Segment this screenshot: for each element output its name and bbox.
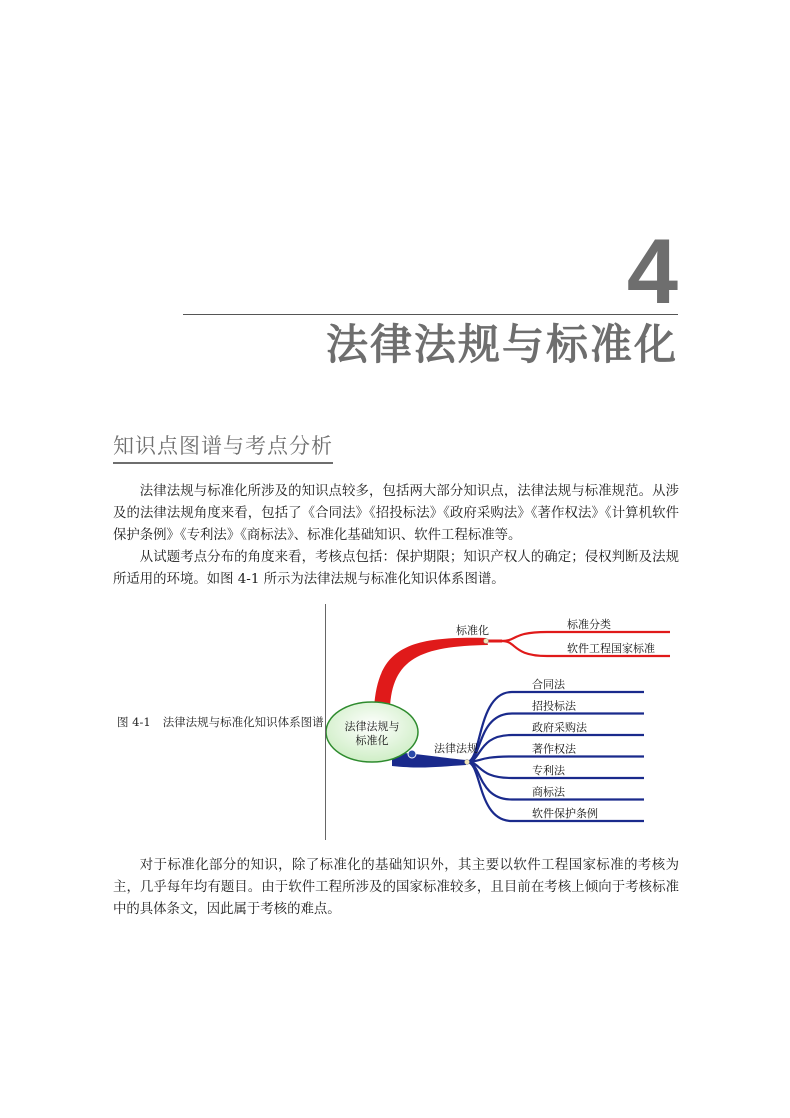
chapter-number: 4 [626, 221, 678, 323]
leaf-label-law-3: 著作权法 [532, 742, 576, 756]
leaf-label-law-0: 合同法 [532, 678, 565, 691]
leaf-label-standardization-1: 软件工程国家标准 [567, 642, 655, 655]
mindmap-center-line-2: 标准化 [355, 734, 389, 747]
knot-law [465, 760, 470, 765]
paragraph-standardization: 对于标准化部分的知识，除了标准化的基础知识外，其主要以软件工程国家标准的考核为主，几乎每年均有题目。由于软件工程所涉及的国家标准较多，且目前在考核上倾向于考核标准中的具体条文，因此属于考核的难点。 [113, 858, 679, 917]
knot-center [408, 750, 416, 758]
leaf-label-law-6: 软件保护条例 [532, 807, 598, 820]
leaf-label-law-2: 政府采购法 [532, 721, 587, 734]
leaf-label-standardization-0: 标准分类 [567, 618, 611, 631]
mindmap [326, 604, 676, 840]
knot-standardization [484, 639, 489, 644]
figure-caption-text: 法律法规与标准化知识体系图谱 [162, 715, 324, 729]
mindmap-center-line-1: 法律法规与 [344, 720, 400, 733]
branch-standardization-trunk [374, 638, 488, 709]
chapter-rule [183, 314, 678, 315]
figure-number: 图 4-1 [117, 715, 151, 729]
chapter-title: 法律法规与标准化 [325, 320, 678, 369]
branch-label-law: 法律法规 [434, 742, 478, 755]
leaf-line-standardization-0 [502, 632, 670, 641]
paragraph-intro: 法律法规与标准化所涉及的知识点较多，包括两大部分知识点，法律法规与标准规范。从涉及的法律法规角度来看，包括了《合同法》《招投标法》《政府采购法》《著作权法》《计算机软件保护条例》《专利法》《商标法》、标准化基础知识、软件工程标准等。 [113, 484, 679, 543]
leaf-line-law-3 [467, 757, 644, 763]
leaf-label-law-5: 商标法 [532, 785, 565, 799]
figure-caption [117, 714, 324, 730]
paragraph-exam-points: 从试题考点分布的角度来看，考核点包括：保护期限；知识产权人的确定；侵权判断及法规所适用的环境。如图 4-1 所示为法律法规与标准化知识体系图谱。 [113, 550, 679, 587]
leaf-label-law-4: 专利法 [532, 764, 565, 777]
leaf-label-law-1: 招投标法 [532, 699, 576, 713]
branch-label-standardization: 标准化 [456, 624, 489, 637]
section-heading: 知识点图谱与考点分析 [113, 433, 333, 464]
